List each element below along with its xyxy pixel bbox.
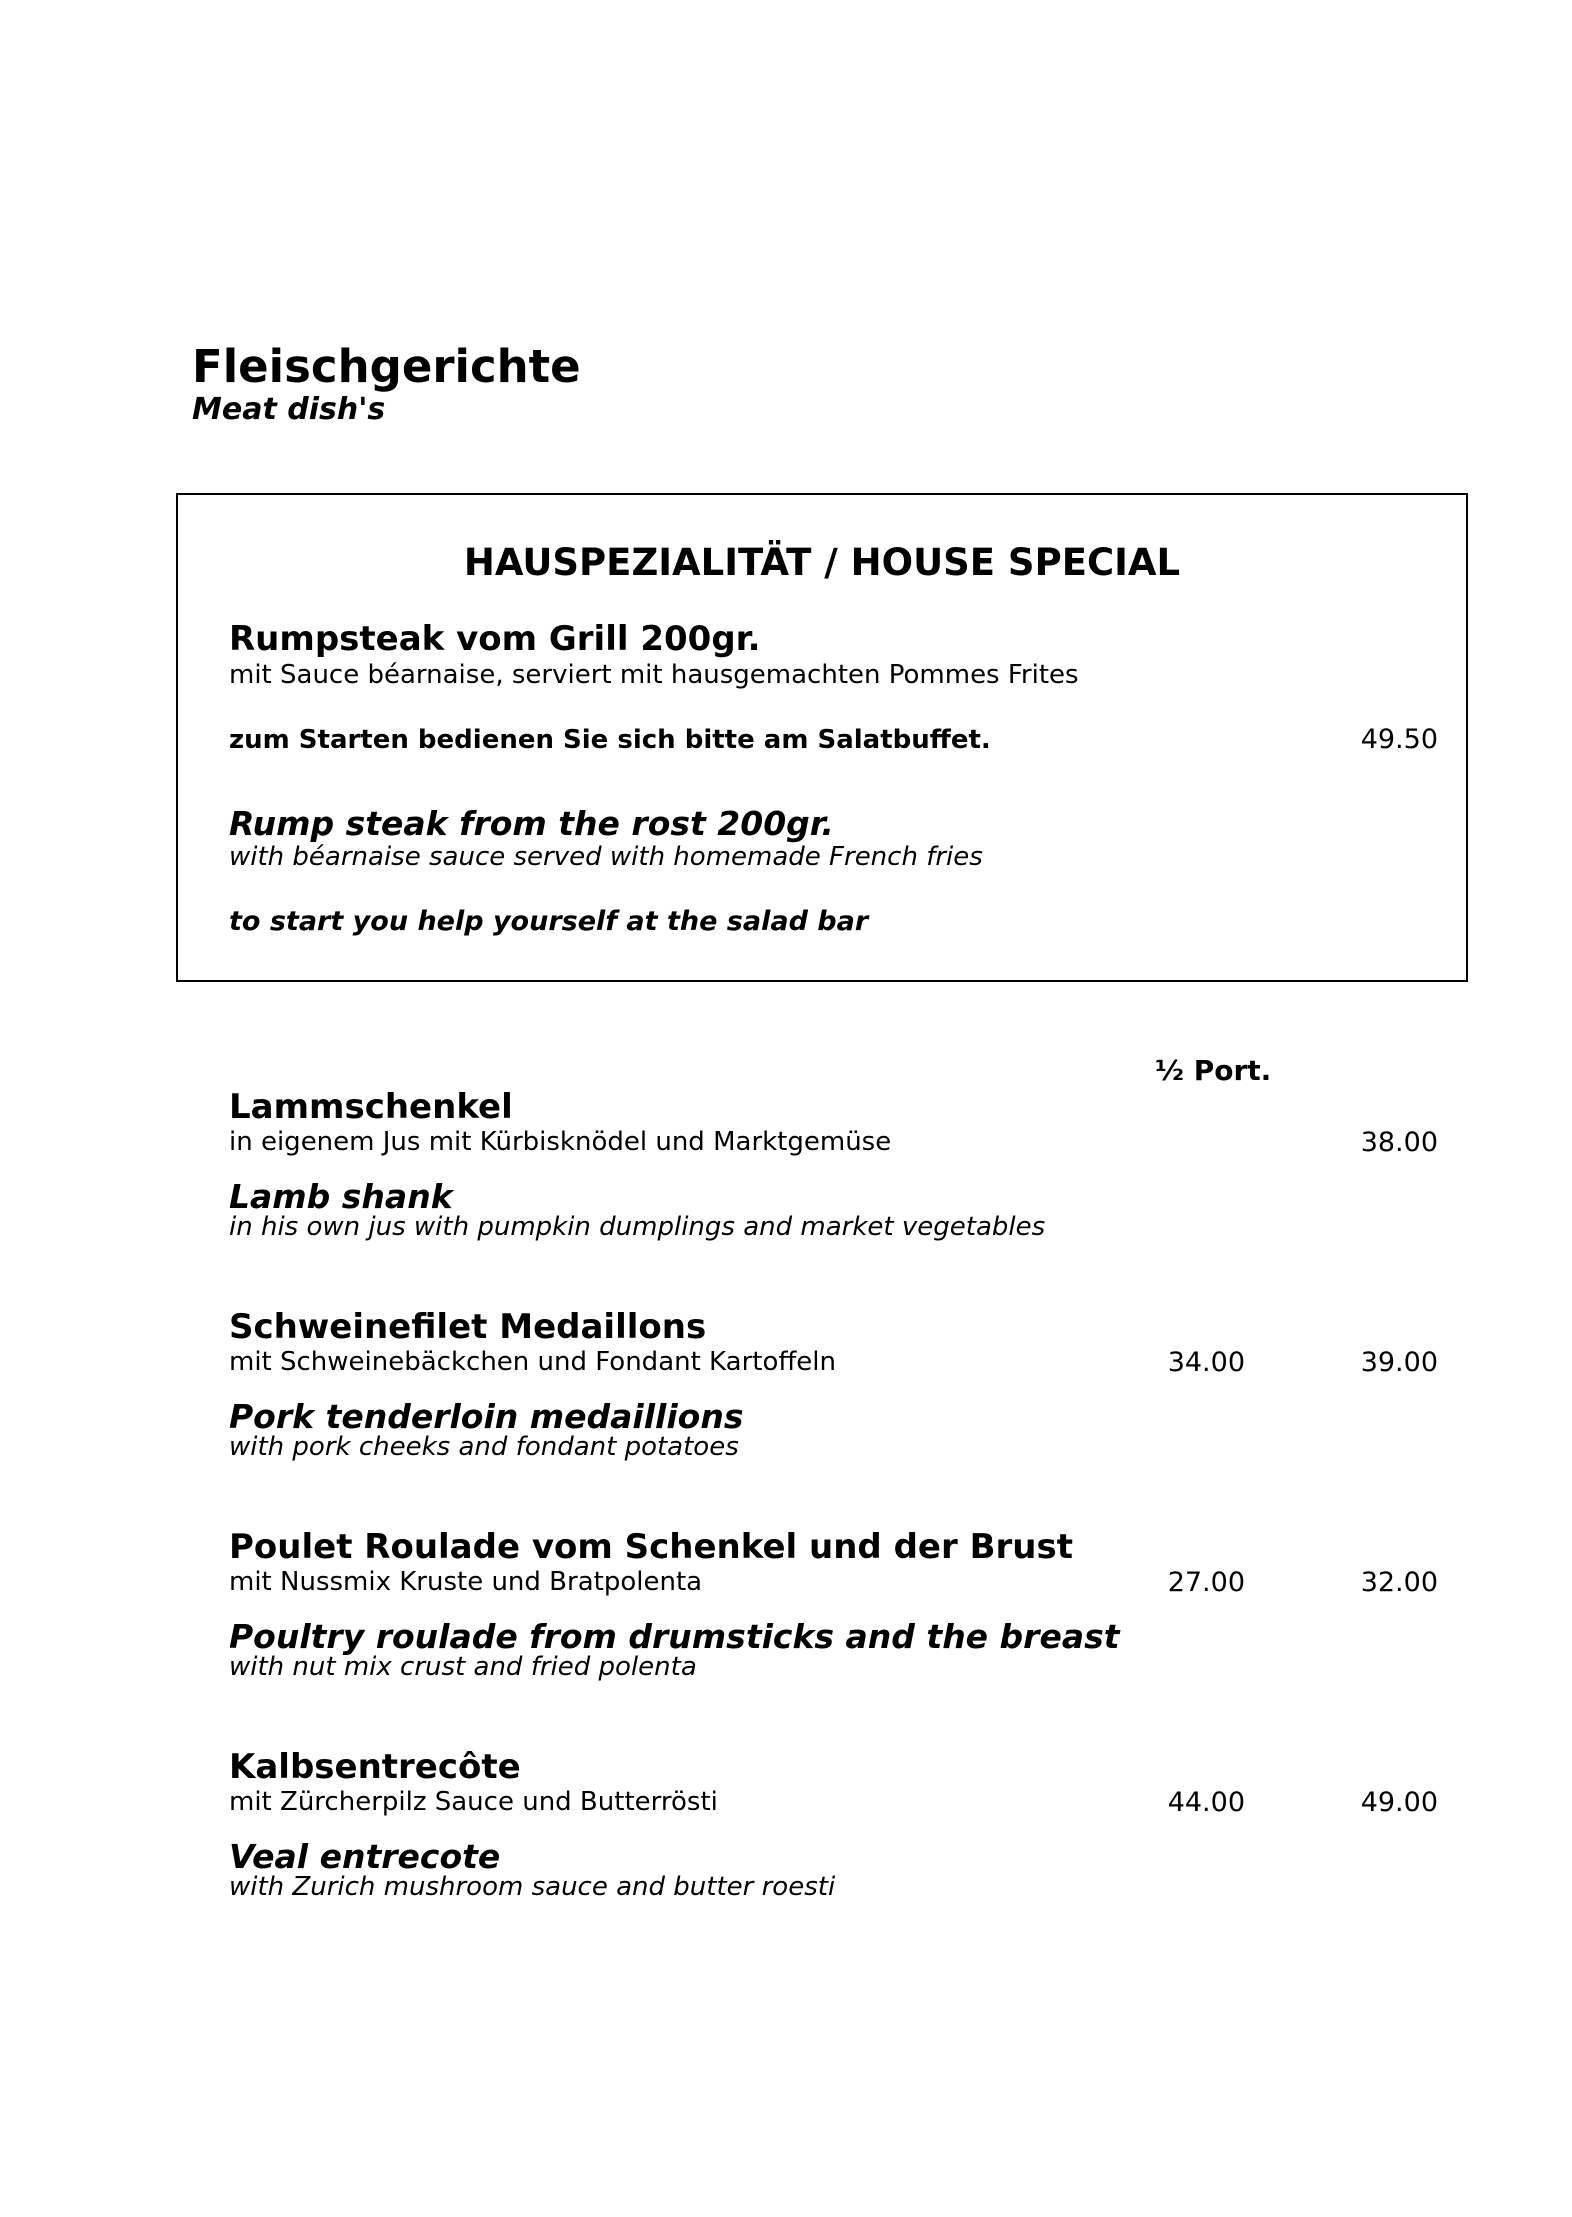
dish-name-de: Poulet Roulade vom Schenkel und der Brust [229, 1527, 1073, 1567]
dish-desc-de: mit Zürcherpilz Sauce und Butterrösti [229, 1787, 718, 1817]
house-special-heading: HAUSPEZIALITÄT / HOUSE SPECIAL [463, 541, 1181, 584]
dish-name-en: Lamb shank [229, 1177, 453, 1216]
dish-name-de: Lammschenkel [229, 1087, 513, 1127]
special-dish-desc-en: with béarnaise sauce served with homemade French fries [229, 842, 983, 872]
special-note-en: to start you help yourself at the salad bar [229, 906, 869, 937]
half-portion-header: ½ Port. [1155, 1054, 1272, 1087]
page-title: Fleischgerichte [192, 340, 581, 393]
dish-name-de: Schweinefilet Medaillons [229, 1307, 707, 1347]
dish-half-price: 34.00 [1167, 1347, 1245, 1378]
dish-desc-de: mit Nussmix Kruste und Bratpolenta [229, 1567, 703, 1597]
dish-desc-en: with pork cheeks and fondant potatoes [229, 1432, 739, 1462]
dish-name-de: Kalbsentrecôte [229, 1747, 521, 1787]
dish-desc-en: with nut mix crust and fried polenta [229, 1652, 697, 1682]
dish-price: 38.00 [1360, 1127, 1438, 1158]
dish-price: 39.00 [1360, 1347, 1438, 1378]
special-price: 49.50 [1360, 724, 1438, 755]
dish-name-en: Veal entrecote [229, 1837, 501, 1876]
dish-name-en: Poultry roulade from drumsticks and the breast [229, 1617, 1120, 1656]
dish-desc-de: in eigenem Jus mit Kürbisknödel und Marktgemüse [229, 1127, 892, 1157]
dish-half-price: 27.00 [1167, 1567, 1245, 1598]
dish-half-price: 44.00 [1167, 1787, 1245, 1818]
dish-desc-en: with Zurich mushroom sauce and butter roesti [229, 1872, 836, 1902]
dish-desc-en: in his own jus with pumpkin dumplings and market vegetables [229, 1212, 1046, 1242]
special-dish-name-en: Rump steak from the rost 200gr. [229, 804, 834, 843]
page-subtitle: Meat dish's [192, 392, 386, 427]
dish-price: 32.00 [1360, 1567, 1438, 1598]
dish-name-en: Pork tenderloin medaillions [229, 1397, 744, 1436]
special-dish-desc-de: mit Sauce béarnaise, serviert mit hausgemachten Pommes Frites [229, 660, 1079, 690]
special-dish-name-de: Rumpsteak vom Grill 200gr. [229, 619, 761, 659]
dish-desc-de: mit Schweinebäckchen und Fondant Kartoffeln [229, 1347, 836, 1377]
special-note-de: zum Starten bedienen Sie sich bitte am Salatbuffet. [229, 725, 991, 755]
dish-price: 49.00 [1360, 1787, 1438, 1818]
